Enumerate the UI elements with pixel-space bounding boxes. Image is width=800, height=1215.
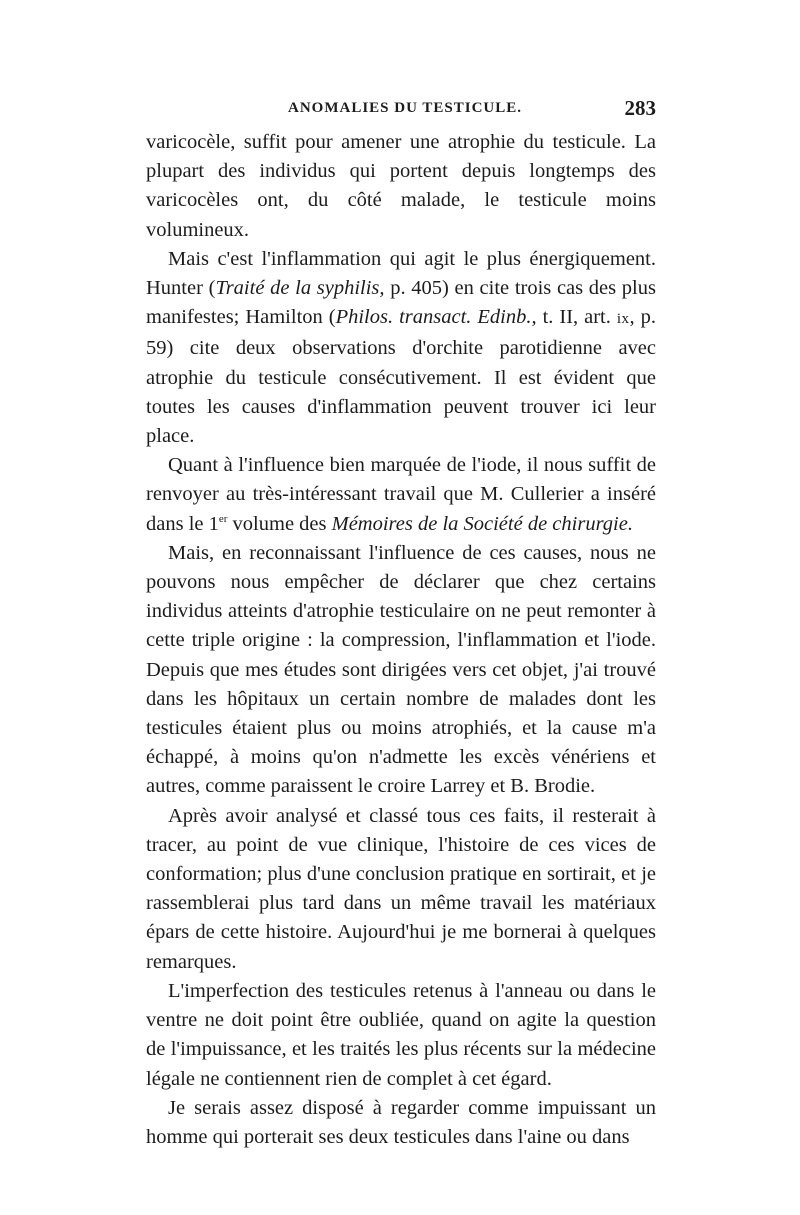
ordinal-superscript: er — [218, 512, 228, 525]
paragraph-7 — [146, 1094, 656, 1152]
paragraph-2-part-1: Mais c'est l'inflammation qui agit le plus énergiquement. Hunter ( — [146, 247, 656, 300]
body-text — [146, 128, 656, 1152]
roman-numeral: ix — [616, 311, 630, 328]
page-number: 283 — [624, 96, 656, 120]
paragraph-2 — [146, 245, 656, 451]
paragraph-2-part-3: t. II, art. — [536, 306, 617, 329]
running-head — [146, 96, 656, 126]
paragraph-1-text: varicocèle, suffit pour amener une atrophie du testicule. La plupart des individus qui portent depuis longtemps des varicocèles ont, du côté malade, le testicule moins volumineux. — [146, 131, 656, 241]
paragraph-4-text: Mais, en reconnaissant l'influence de ces causes, nous ne pouvons nous empêcher de déclarer que chez certains individus atteints d'atrophie testiculaire on ne peut remonter à cette triple origine : la compression, l'inflammation et l'iode. Depuis que mes études sont dirigées vers cet objet, j'ai trouvé dans les hôpitaux un certain nombre de malades dont les testicules étaient plus ou moins atrophiés, et la cause m'a échappé, à moins qu'on n'admette les excès vénériens et autres, comme paraissent le croire Larrey et B. Brodie. — [146, 541, 656, 798]
paragraph-5 — [146, 802, 656, 977]
paragraph-6-text: L'imperfection des testicules retenus à l'anneau ou dans le ventre ne doit point être oubliée, quand on agite la question de l'impuissance, et les traités les plus récents sur la médecine légale ne contiennent rien de complet à cet égard. — [146, 979, 656, 1090]
citation-hunter: Traité de la syphilis, — [215, 277, 385, 300]
paragraph-4 — [146, 539, 656, 802]
paragraph-1 — [146, 128, 656, 245]
running-title: ANOMALIES DU TESTICULE. — [288, 100, 523, 116]
citation-memoires: Mémoires de la Société de chirurgie. — [331, 512, 633, 535]
paragraph-7-text: Je serais assez disposé à regarder comme impuissant un homme qui porterait ses deux testicules dans l'aine ou dans — [146, 1096, 656, 1148]
paragraph-2-part-4: , p. 59) cite deux observations d'orchite parotidienne avec atrophie du testicule consécutivement. Il est évident que toutes les causes d'inflammation peuvent trouver ici leur place. — [146, 306, 656, 448]
paragraph-3-part-2: volume des — [227, 512, 332, 535]
paragraph-3-part-1: Quant à l'influence bien marquée de l'iode, il nous suffit de renvoyer au très-intéressant travail que M. Cullerier a inséré dans le 1 — [146, 454, 656, 535]
paragraph-3 — [146, 451, 656, 539]
paragraph-2-part-2: p. 405) en cite trois cas des plus manifestes; Hamilton ( — [146, 277, 656, 329]
citation-hamilton: Philos. transact. Edinb., — [335, 306, 537, 329]
paragraph-6 — [146, 977, 656, 1094]
paragraph-5-text: Après avoir analysé et classé tous ces faits, il resterait à tracer, au point de vue clinique, l'histoire de ces vices de conformation; plus d'une conclusion pratique en sortirait, et je rassemblerai plus tard dans un même travail les matériaux épars de cette histoire. Aujourd'hui je me bornerai à quelques remarques. — [146, 804, 656, 973]
